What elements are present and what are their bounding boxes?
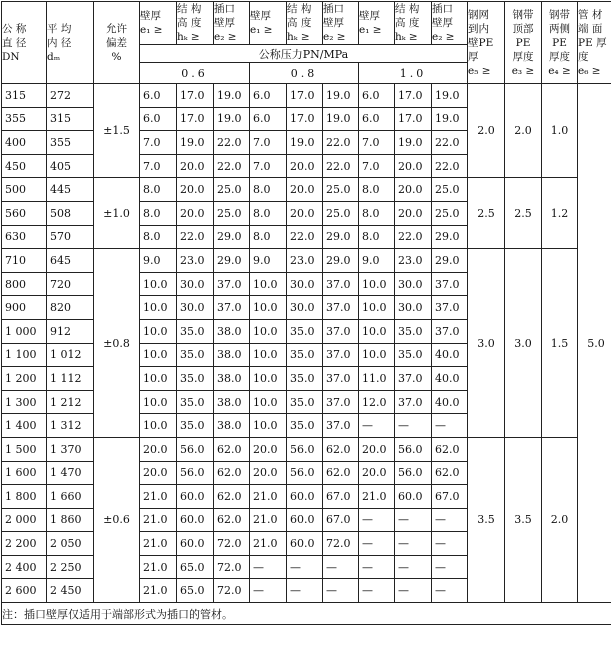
cell-value: 35.0 bbox=[395, 343, 432, 367]
cell-value: 72.0 bbox=[214, 579, 250, 603]
cell-value: 62.0 bbox=[214, 508, 250, 532]
cell-dm: 1 660 bbox=[47, 485, 94, 509]
cell-dn: 2 200 bbox=[2, 532, 47, 556]
cell-value: 37.0 bbox=[395, 367, 432, 391]
cell-value: — bbox=[323, 555, 359, 579]
cell-value: 37.0 bbox=[432, 296, 468, 320]
cell-value: 10.0 bbox=[140, 367, 177, 391]
cell-value: 37.0 bbox=[323, 414, 359, 438]
cell-value: 21.0 bbox=[359, 485, 395, 509]
cell-value: 40.0 bbox=[432, 390, 468, 414]
cell-value: 21.0 bbox=[140, 579, 177, 603]
cell-e6: 5.0 bbox=[578, 84, 611, 603]
cell-value: 35.0 bbox=[177, 367, 214, 391]
cell-value: 22.0 bbox=[432, 131, 468, 155]
pressure-1.0: 1.0 bbox=[359, 63, 468, 84]
cell-value: 30.0 bbox=[395, 272, 432, 296]
cell-value: 30.0 bbox=[177, 272, 214, 296]
cell-value: 6.0 bbox=[140, 84, 177, 108]
cell-e3: 3.0 bbox=[505, 249, 542, 438]
cell-value: 56.0 bbox=[177, 437, 214, 461]
header-e2-1.0: 插口 壁厚 e₂ ≥ bbox=[432, 2, 468, 45]
cell-value: 60.0 bbox=[177, 508, 214, 532]
cell-e5: 3.0 bbox=[468, 249, 505, 438]
cell-value: 17.0 bbox=[177, 107, 214, 131]
cell-value: 67.0 bbox=[323, 508, 359, 532]
cell-value: 20.0 bbox=[359, 437, 395, 461]
cell-value: 20.0 bbox=[177, 154, 214, 178]
cell-value: 10.0 bbox=[359, 343, 395, 367]
cell-value: — bbox=[432, 555, 468, 579]
cell-dn: 1 500 bbox=[2, 437, 47, 461]
cell-dn: 450 bbox=[2, 154, 47, 178]
cell-value: 37.0 bbox=[432, 319, 468, 343]
cell-value: 37.0 bbox=[323, 319, 359, 343]
cell-value: 35.0 bbox=[287, 343, 323, 367]
cell-value: 8.0 bbox=[250, 225, 287, 249]
cell-value: 56.0 bbox=[177, 461, 214, 485]
cell-dn: 560 bbox=[2, 201, 47, 225]
cell-value: 19.0 bbox=[177, 131, 214, 155]
cell-value: — bbox=[287, 555, 323, 579]
cell-value: 17.0 bbox=[395, 84, 432, 108]
cell-value: 72.0 bbox=[214, 555, 250, 579]
cell-dm: 508 bbox=[47, 201, 94, 225]
cell-value: 17.0 bbox=[395, 107, 432, 131]
cell-value: 19.0 bbox=[323, 84, 359, 108]
cell-value: — bbox=[395, 414, 432, 438]
cell-e3: 2.5 bbox=[505, 178, 542, 249]
cell-value: 8.0 bbox=[359, 201, 395, 225]
header-dm: 平 均 内 径 dₘ bbox=[47, 2, 94, 84]
cell-value: — bbox=[287, 579, 323, 603]
cell-value: 10.0 bbox=[140, 343, 177, 367]
cell-value: 7.0 bbox=[250, 131, 287, 155]
cell-value: 40.0 bbox=[432, 343, 468, 367]
spec-table-container bbox=[1, 1, 610, 625]
cell-value: 21.0 bbox=[140, 532, 177, 556]
cell-value: 38.0 bbox=[214, 414, 250, 438]
cell-value: 20.0 bbox=[359, 461, 395, 485]
cell-value: 20.0 bbox=[287, 178, 323, 202]
table-row bbox=[2, 178, 611, 202]
cell-value: 6.0 bbox=[359, 84, 395, 108]
cell-value: 20.0 bbox=[177, 201, 214, 225]
cell-value: 21.0 bbox=[250, 508, 287, 532]
cell-value: 10.0 bbox=[250, 319, 287, 343]
cell-value: 25.0 bbox=[432, 178, 468, 202]
cell-dm: 720 bbox=[47, 272, 94, 296]
cell-tolerance: ±1.0 bbox=[94, 178, 140, 249]
cell-dn: 710 bbox=[2, 249, 47, 273]
cell-dn: 1 600 bbox=[2, 461, 47, 485]
cell-value: 25.0 bbox=[323, 201, 359, 225]
cell-value: 37.0 bbox=[323, 296, 359, 320]
cell-dn: 2 000 bbox=[2, 508, 47, 532]
cell-dm: 570 bbox=[47, 225, 94, 249]
cell-value: 35.0 bbox=[177, 390, 214, 414]
cell-value: 60.0 bbox=[177, 532, 214, 556]
cell-value: 20.0 bbox=[140, 437, 177, 461]
cell-value: 19.0 bbox=[323, 107, 359, 131]
cell-value: 22.0 bbox=[214, 131, 250, 155]
cell-value: 37.0 bbox=[323, 390, 359, 414]
header-e4: 钢带 两侧 PE 厚度 e₄ ≥ bbox=[542, 2, 578, 84]
cell-value: 19.0 bbox=[214, 84, 250, 108]
cell-value: 35.0 bbox=[287, 390, 323, 414]
cell-value: 20.0 bbox=[287, 154, 323, 178]
cell-value: 17.0 bbox=[177, 84, 214, 108]
cell-e4: 2.0 bbox=[542, 437, 578, 602]
header-e5: 钢网 到内 壁PE 厚 e₅ ≥ bbox=[468, 2, 505, 84]
cell-dn: 800 bbox=[2, 272, 47, 296]
cell-value: — bbox=[395, 579, 432, 603]
cell-tolerance: ±0.6 bbox=[94, 437, 140, 602]
cell-value: 22.0 bbox=[432, 154, 468, 178]
cell-value: 37.0 bbox=[323, 343, 359, 367]
cell-e4: 1.2 bbox=[542, 178, 578, 249]
cell-value: 21.0 bbox=[250, 485, 287, 509]
header-e1-1.0: 壁厚 e₁ ≥ bbox=[359, 2, 395, 45]
header-e2-0.8: 插口 壁厚 e₂ ≥ bbox=[323, 2, 359, 45]
cell-value: 62.0 bbox=[323, 437, 359, 461]
cell-value: 35.0 bbox=[177, 414, 214, 438]
table-header bbox=[2, 2, 611, 84]
cell-value: — bbox=[250, 579, 287, 603]
cell-value: — bbox=[432, 579, 468, 603]
cell-value: 29.0 bbox=[432, 249, 468, 273]
cell-value: 21.0 bbox=[140, 485, 177, 509]
cell-value: 62.0 bbox=[432, 461, 468, 485]
cell-value: 10.0 bbox=[140, 414, 177, 438]
header-e3: 钢带 顶部 PE 厚度 e₃ ≥ bbox=[505, 2, 542, 84]
cell-value: 17.0 bbox=[287, 107, 323, 131]
pressure-0.6: 0.6 bbox=[140, 63, 250, 84]
cell-value: 20.0 bbox=[287, 201, 323, 225]
cell-value: 35.0 bbox=[287, 367, 323, 391]
cell-dn: 1 200 bbox=[2, 367, 47, 391]
header-e1-0.8: 壁厚 e₁ ≥ bbox=[250, 2, 287, 45]
table-row bbox=[2, 437, 611, 461]
cell-value: 6.0 bbox=[359, 107, 395, 131]
cell-value: 30.0 bbox=[287, 296, 323, 320]
pressure-label: 公称压力PN/MPa bbox=[140, 45, 468, 63]
cell-value: — bbox=[395, 532, 432, 556]
cell-value: 20.0 bbox=[177, 178, 214, 202]
header-tolerance: 允许 偏差 % bbox=[94, 2, 140, 84]
cell-value: 20.0 bbox=[250, 437, 287, 461]
cell-value: 35.0 bbox=[395, 319, 432, 343]
cell-value: 19.0 bbox=[214, 107, 250, 131]
cell-value: 30.0 bbox=[287, 272, 323, 296]
cell-dn: 1 400 bbox=[2, 414, 47, 438]
cell-value: 8.0 bbox=[140, 201, 177, 225]
cell-value: 19.0 bbox=[432, 107, 468, 131]
cell-value: 17.0 bbox=[287, 84, 323, 108]
cell-value: — bbox=[250, 555, 287, 579]
cell-dm: 272 bbox=[47, 84, 94, 108]
cell-value: 8.0 bbox=[359, 178, 395, 202]
cell-value: 9.0 bbox=[359, 249, 395, 273]
cell-value: 29.0 bbox=[323, 249, 359, 273]
cell-value: 19.0 bbox=[395, 131, 432, 155]
cell-dm: 1 212 bbox=[47, 390, 94, 414]
cell-value: 25.0 bbox=[214, 178, 250, 202]
cell-value: 37.0 bbox=[214, 296, 250, 320]
cell-value: 62.0 bbox=[214, 461, 250, 485]
cell-value: 60.0 bbox=[287, 485, 323, 509]
cell-value: 22.0 bbox=[214, 154, 250, 178]
header-hk-0.6: 结 构 高 度 hₖ ≥ bbox=[177, 2, 214, 45]
cell-value: 8.0 bbox=[250, 178, 287, 202]
cell-value: 37.0 bbox=[214, 272, 250, 296]
cell-value: 7.0 bbox=[140, 131, 177, 155]
cell-value: 25.0 bbox=[432, 201, 468, 225]
cell-value: 37.0 bbox=[323, 367, 359, 391]
cell-value: 10.0 bbox=[250, 390, 287, 414]
cell-value: — bbox=[359, 414, 395, 438]
cell-value: 29.0 bbox=[214, 249, 250, 273]
cell-value: 56.0 bbox=[395, 461, 432, 485]
cell-value: 10.0 bbox=[359, 272, 395, 296]
cell-value: — bbox=[432, 414, 468, 438]
cell-value: 10.0 bbox=[359, 319, 395, 343]
cell-dm: 912 bbox=[47, 319, 94, 343]
pipe-dimension-table bbox=[1, 1, 611, 625]
cell-dn: 315 bbox=[2, 84, 47, 108]
cell-value: 38.0 bbox=[214, 343, 250, 367]
cell-value: 25.0 bbox=[323, 178, 359, 202]
cell-value: 40.0 bbox=[432, 367, 468, 391]
cell-value: 72.0 bbox=[323, 532, 359, 556]
cell-value: 60.0 bbox=[287, 508, 323, 532]
cell-value: 6.0 bbox=[250, 107, 287, 131]
cell-dm: 2 050 bbox=[47, 532, 94, 556]
cell-value: 30.0 bbox=[395, 296, 432, 320]
cell-dm: 1 012 bbox=[47, 343, 94, 367]
cell-value: 20.0 bbox=[395, 201, 432, 225]
header-e1-0.6: 壁厚 e₁ ≥ bbox=[140, 2, 177, 45]
table-note: 注：插口壁厚仅适用于端部形式为插口的管材。 bbox=[2, 603, 611, 625]
cell-value: — bbox=[432, 508, 468, 532]
header-e6: 管 材 端 面 PE 厚 度 e₆ ≥ bbox=[578, 2, 611, 84]
cell-value: — bbox=[323, 579, 359, 603]
cell-value: 6.0 bbox=[250, 84, 287, 108]
cell-value: 56.0 bbox=[287, 461, 323, 485]
cell-value: — bbox=[432, 532, 468, 556]
cell-tolerance: ±0.8 bbox=[94, 249, 140, 438]
cell-value: 29.0 bbox=[432, 225, 468, 249]
cell-dn: 630 bbox=[2, 225, 47, 249]
cell-dn: 900 bbox=[2, 296, 47, 320]
cell-value: — bbox=[359, 555, 395, 579]
cell-value: 60.0 bbox=[395, 485, 432, 509]
cell-dm: 1 370 bbox=[47, 437, 94, 461]
cell-value: 30.0 bbox=[177, 296, 214, 320]
cell-value: 60.0 bbox=[177, 485, 214, 509]
cell-value: 19.0 bbox=[432, 84, 468, 108]
cell-value: 60.0 bbox=[287, 532, 323, 556]
cell-e3: 3.5 bbox=[505, 437, 542, 602]
cell-value: 23.0 bbox=[177, 249, 214, 273]
cell-value: 9.0 bbox=[140, 249, 177, 273]
cell-value: 10.0 bbox=[140, 390, 177, 414]
cell-dn: 1 100 bbox=[2, 343, 47, 367]
cell-value: 23.0 bbox=[395, 249, 432, 273]
cell-e4: 1.0 bbox=[542, 84, 578, 178]
cell-value: 22.0 bbox=[287, 225, 323, 249]
cell-value: 62.0 bbox=[214, 485, 250, 509]
header-e2-0.6: 插口 壁厚 e₂ ≥ bbox=[214, 2, 250, 45]
cell-value: 65.0 bbox=[177, 579, 214, 603]
cell-value: — bbox=[395, 555, 432, 579]
cell-dm: 820 bbox=[47, 296, 94, 320]
cell-value: 20.0 bbox=[140, 461, 177, 485]
cell-dm: 1 860 bbox=[47, 508, 94, 532]
cell-dn: 2 600 bbox=[2, 579, 47, 603]
cell-value: 20.0 bbox=[250, 461, 287, 485]
cell-value: 10.0 bbox=[140, 272, 177, 296]
cell-value: 67.0 bbox=[323, 485, 359, 509]
cell-dn: 500 bbox=[2, 178, 47, 202]
cell-e5: 2.5 bbox=[468, 178, 505, 249]
cell-value: 67.0 bbox=[432, 485, 468, 509]
cell-tolerance: ±1.5 bbox=[94, 84, 140, 178]
cell-value: 38.0 bbox=[214, 367, 250, 391]
table-row bbox=[2, 84, 611, 108]
cell-value: 10.0 bbox=[250, 414, 287, 438]
table-row bbox=[2, 249, 611, 273]
cell-dm: 2 250 bbox=[47, 555, 94, 579]
cell-value: 56.0 bbox=[395, 437, 432, 461]
cell-value: 7.0 bbox=[359, 131, 395, 155]
cell-value: 10.0 bbox=[140, 319, 177, 343]
cell-value: 20.0 bbox=[395, 178, 432, 202]
cell-value: 35.0 bbox=[287, 414, 323, 438]
table-body bbox=[2, 84, 611, 603]
pressure-0.8: 0.8 bbox=[250, 63, 359, 84]
cell-value: 20.0 bbox=[395, 154, 432, 178]
cell-dn: 355 bbox=[2, 107, 47, 131]
cell-value: 62.0 bbox=[432, 437, 468, 461]
cell-value: 10.0 bbox=[250, 296, 287, 320]
cell-value: 8.0 bbox=[359, 225, 395, 249]
cell-value: 10.0 bbox=[250, 272, 287, 296]
cell-value: 37.0 bbox=[432, 272, 468, 296]
cell-value: — bbox=[359, 579, 395, 603]
cell-value: 38.0 bbox=[214, 390, 250, 414]
cell-e5: 3.5 bbox=[468, 437, 505, 602]
cell-dm: 1 312 bbox=[47, 414, 94, 438]
cell-value: 21.0 bbox=[140, 508, 177, 532]
cell-value: 25.0 bbox=[214, 201, 250, 225]
cell-value: 23.0 bbox=[287, 249, 323, 273]
cell-value: 22.0 bbox=[395, 225, 432, 249]
cell-value: 7.0 bbox=[250, 154, 287, 178]
cell-dn: 1 300 bbox=[2, 390, 47, 414]
cell-value: 35.0 bbox=[287, 319, 323, 343]
cell-value: 10.0 bbox=[140, 296, 177, 320]
cell-value: 21.0 bbox=[140, 555, 177, 579]
cell-e4: 1.5 bbox=[542, 249, 578, 438]
cell-value: 37.0 bbox=[323, 272, 359, 296]
cell-value: 35.0 bbox=[177, 343, 214, 367]
header-hk-0.8: 结 构 高 度 hₖ ≥ bbox=[287, 2, 323, 45]
cell-value: 38.0 bbox=[214, 319, 250, 343]
cell-dm: 2 450 bbox=[47, 579, 94, 603]
cell-value: — bbox=[395, 508, 432, 532]
cell-value: 29.0 bbox=[214, 225, 250, 249]
cell-e3: 2.0 bbox=[505, 84, 542, 178]
cell-value: 21.0 bbox=[250, 532, 287, 556]
cell-value: 12.0 bbox=[359, 390, 395, 414]
cell-dn: 1 000 bbox=[2, 319, 47, 343]
cell-dm: 1 470 bbox=[47, 461, 94, 485]
cell-value: 10.0 bbox=[250, 343, 287, 367]
cell-dn: 2 400 bbox=[2, 555, 47, 579]
cell-value: 22.0 bbox=[177, 225, 214, 249]
cell-value: 8.0 bbox=[250, 201, 287, 225]
cell-value: 8.0 bbox=[140, 225, 177, 249]
cell-dm: 405 bbox=[47, 154, 94, 178]
cell-dm: 645 bbox=[47, 249, 94, 273]
header-hk-1.0: 结 构 高 度 hₖ ≥ bbox=[395, 2, 432, 45]
cell-value: 22.0 bbox=[323, 154, 359, 178]
cell-value: 72.0 bbox=[214, 532, 250, 556]
header-dn: 公 称 直 径 DN bbox=[2, 2, 47, 84]
cell-dm: 355 bbox=[47, 131, 94, 155]
cell-dm: 315 bbox=[47, 107, 94, 131]
cell-value: 65.0 bbox=[177, 555, 214, 579]
cell-dm: 445 bbox=[47, 178, 94, 202]
cell-dn: 1 800 bbox=[2, 485, 47, 509]
cell-value: 7.0 bbox=[140, 154, 177, 178]
cell-value: 22.0 bbox=[323, 131, 359, 155]
cell-value: 56.0 bbox=[287, 437, 323, 461]
cell-value: 35.0 bbox=[177, 319, 214, 343]
cell-value: 6.0 bbox=[140, 107, 177, 131]
cell-value: 29.0 bbox=[323, 225, 359, 249]
cell-value: 62.0 bbox=[323, 461, 359, 485]
cell-value: 8.0 bbox=[140, 178, 177, 202]
cell-value: — bbox=[359, 532, 395, 556]
cell-value: 7.0 bbox=[359, 154, 395, 178]
cell-value: 9.0 bbox=[250, 249, 287, 273]
cell-value: 62.0 bbox=[214, 437, 250, 461]
cell-value: 11.0 bbox=[359, 367, 395, 391]
cell-dm: 1 112 bbox=[47, 367, 94, 391]
cell-value: 37.0 bbox=[395, 390, 432, 414]
cell-value: 19.0 bbox=[287, 131, 323, 155]
cell-value: — bbox=[359, 508, 395, 532]
cell-value: 10.0 bbox=[250, 367, 287, 391]
cell-value: 10.0 bbox=[359, 296, 395, 320]
cell-dn: 400 bbox=[2, 131, 47, 155]
cell-e5: 2.0 bbox=[468, 84, 505, 178]
